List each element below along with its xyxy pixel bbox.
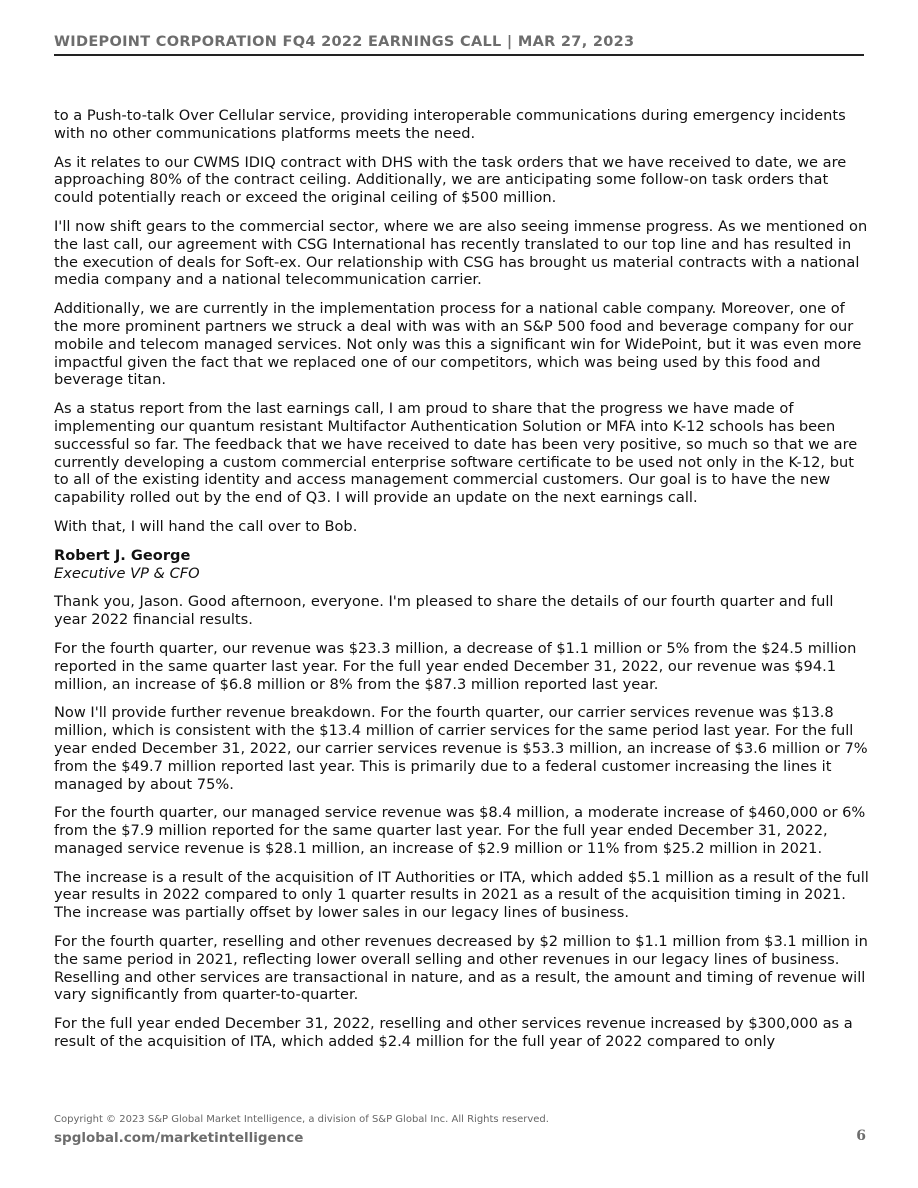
paragraph: I'll now shift gears to the commercial sector, where we are also seeing immense progress. As we mentioned on the last call, our agreement with CSG International has recently translated to our top line and has resulted in the execution of deals for Soft-ex. Our relationship with CSG has brought us material contracts with a national media company and a national telecommunication carrier. xyxy=(54,217,868,289)
speaker-name: Robert J. George xyxy=(54,546,191,564)
page-footer xyxy=(54,1114,866,1148)
paragraph: For the fourth quarter, reselling and other revenues decreased by $2 million to $1.1 million from $3.1 million in the same period in 2021, reflecting lower overall selling and other revenues in our legacy lines of business. Reselling and other services are transactional in nature, and as a result, the amount and timing of revenue will vary significantly from quarter-to-quarter. xyxy=(54,933,868,1004)
market-intelligence-link[interactable]: spglobal.com/marketintelligence xyxy=(54,1130,304,1146)
header-title: WIDEPOINT CORPORATION FQ4 2022 EARNINGS CALL | MAR 27, 2023 xyxy=(54,34,635,50)
page-number: 6 xyxy=(856,1128,866,1144)
paragraph: For the fourth quarter, our revenue was $23.3 million, a decrease of $1.1 million or 5% from the $24.5 million reported in the same quarter last year. For the full year ended December 31, 2022, our revenue was $94.1 million, an increase of $6.8 million or 8% from the $87.3 million reported last year. xyxy=(54,639,857,693)
page-header xyxy=(54,34,864,56)
paragraph: Now I'll provide further revenue breakdown. For the fourth quarter, our carrier services revenue was $13.8 million, which is consistent with the $13.4 million of carrier services for the same period last year. For the full year ended December 31, 2022, our carrier services revenue is $53.3 million, an increase of $3.6 million or 7% from the $49.7 million reported last year. This is primarily due to a federal customer increasing the lines it managed by about 75%. xyxy=(54,704,868,793)
paragraph: to a Push-to-talk Over Cellular service, providing interoperable communications during emergency incidents with no other communications platforms meets the need. xyxy=(54,107,846,142)
paragraph: For the fourth quarter, our managed service revenue was $8.4 million, a moderate increase of $460,000 or 6% from the $7.9 million reported for the same quarter last year. For the full year ended December 31, 2022, managed service revenue is $28.1 million, an increase of $2.9 million or 11% from $25.2 million in 2021. xyxy=(54,804,866,857)
paragraph: Thank you, Jason. Good afternoon, everyone. I'm pleased to share the details of our fourth quarter and full year 2022 financial results. xyxy=(54,593,834,629)
paragraph: As it relates to our CWMS IDIQ contract with DHS with the task orders that we have received to date, we are approaching 80% of the contract ceiling. Additionally, we are anticipating some follow-on task orders that could potentially reach or exceed the original ceiling of $500 million. xyxy=(54,153,847,207)
speaker-title: Executive VP & CFO xyxy=(54,564,200,582)
transcript-body xyxy=(54,107,870,1062)
speaker-block xyxy=(54,547,870,583)
paragraph: Additionally, we are currently in the implementation process for a national cable company. Moreover, one of the more prominent partners we struck a deal with was with an S&P 500 food and beverage company for our mobile and telecom managed services. Not only was this a significant win for WidePoint, but it was even more impactful given the fact that we replaced one of our competitors, which was being used by this food and beverage titan. xyxy=(54,300,862,389)
paragraph: For the full year ended December 31, 2022, reselling and other services revenue increased by $300,000 as a result of the acquisition of ITA, which added $2.4 million for the full year of 2022 compared to only xyxy=(54,1015,853,1051)
paragraph: As a status report from the last earnings call, I am proud to share that the progress we have made of implementing our quantum resistant Multifactor Authentication Solution or MFA into K-12 schools has been successful so far. The feedback that we have received to date has been very positive, so much so that we are currently developing a custom commercial enterprise software certificate to be used not only in the K-12, but to all of the existing identity and access management commercial customers. Our goal is to have the new capability rolled out by the end of Q3. I will provide an update on the next earnings call. xyxy=(54,400,858,507)
paragraph: With that, I will hand the call over to Bob. xyxy=(54,517,358,535)
copyright-notice: Copyright © 2023 S&P Global Market Intelligence, a division of S&P Global Inc. All Rights reserved. xyxy=(54,1114,549,1125)
paragraph: The increase is a result of the acquisition of IT Authorities or ITA, which added $5.1 million as a result of the full year results in 2022 compared to only 1 quarter results in 2021 as a result of the acquisition timing in 2021. The increase was partially offset by lower sales in our legacy lines of business. xyxy=(54,868,869,922)
